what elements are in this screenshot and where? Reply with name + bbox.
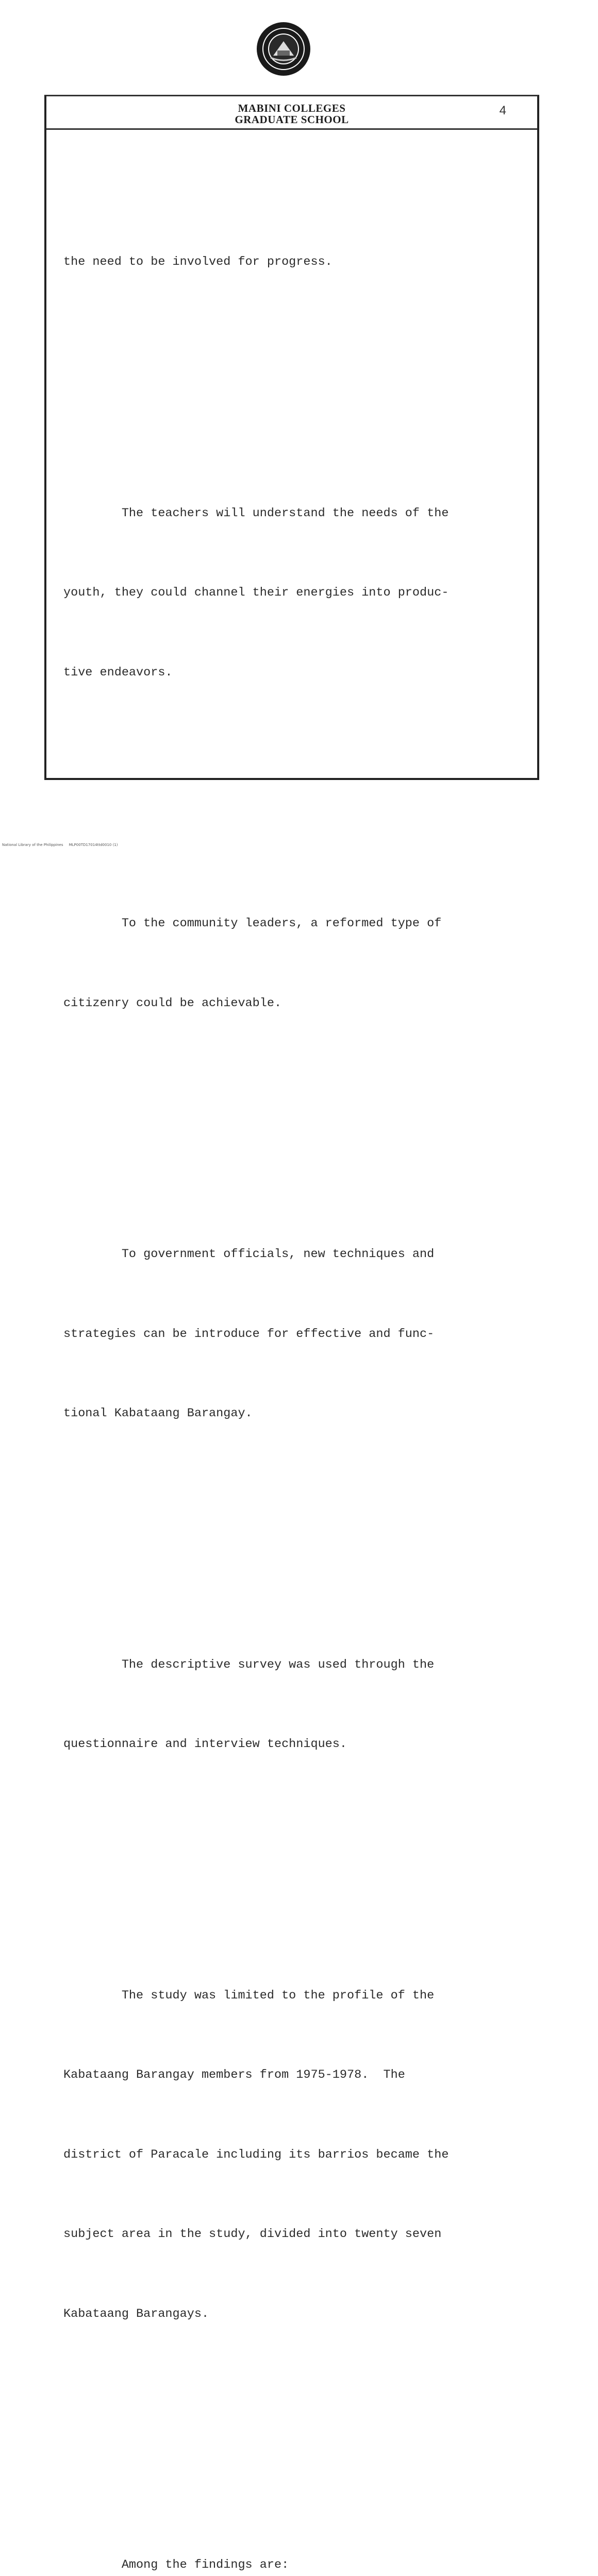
text-line: strategies can be introduce for effective and func- (63, 1327, 435, 1341)
paragraph-4 (63, 1188, 517, 1480)
archive-footer-note: National Library of the Philippines MLP00TD17014ttd0010 (1) (2, 843, 118, 847)
paragraph-1 (63, 196, 517, 329)
text-line: To government officials, new techniques and (63, 1247, 435, 1261)
text-line: The teachers will understand the needs of the (63, 506, 449, 520)
text-line: tive endeavors. (63, 665, 173, 680)
college-seal-icon (255, 21, 312, 77)
text-line: citizenry could be achievable. (63, 996, 282, 1010)
text-line: Kabataang Barangays. (63, 2307, 209, 2321)
paragraph-7 (63, 2499, 517, 2576)
text-line: Among the findings are: (63, 2558, 289, 2572)
text-line: To the community leaders, a reformed type of (63, 917, 442, 930)
college-name: MABINI COLLEGES (238, 102, 346, 114)
body-text (63, 143, 517, 2576)
paragraph-6 (63, 1929, 517, 2381)
school-name: GRADUATE SCHOOL (235, 113, 349, 126)
paragraph-5 (63, 1599, 517, 1811)
text-line: tional Kabataang Barangay. (63, 1406, 253, 1420)
text-line: Kabataang Barangay members from 1975-1978. The (63, 2068, 405, 2082)
text-line: youth, they could channel their energies into produc- (63, 586, 449, 600)
text-line: questionnaire and interview techniques. (63, 1737, 347, 1751)
paragraph-2 (63, 447, 517, 739)
text-line: The descriptive survey was used through the (63, 1657, 435, 1672)
text-line: district of Paracale including its barrios became the (63, 2147, 449, 2162)
text-line: subject area in the study, divided into twenty seven (63, 2227, 442, 2241)
page-number: 4 (499, 104, 506, 117)
text-line: The study was limited to the profile of the (63, 1988, 435, 2003)
page-header (46, 103, 537, 125)
text-line: the need to be involved for progress. (63, 255, 333, 269)
paragraph-3 (63, 857, 517, 1070)
header-divider (46, 128, 537, 130)
